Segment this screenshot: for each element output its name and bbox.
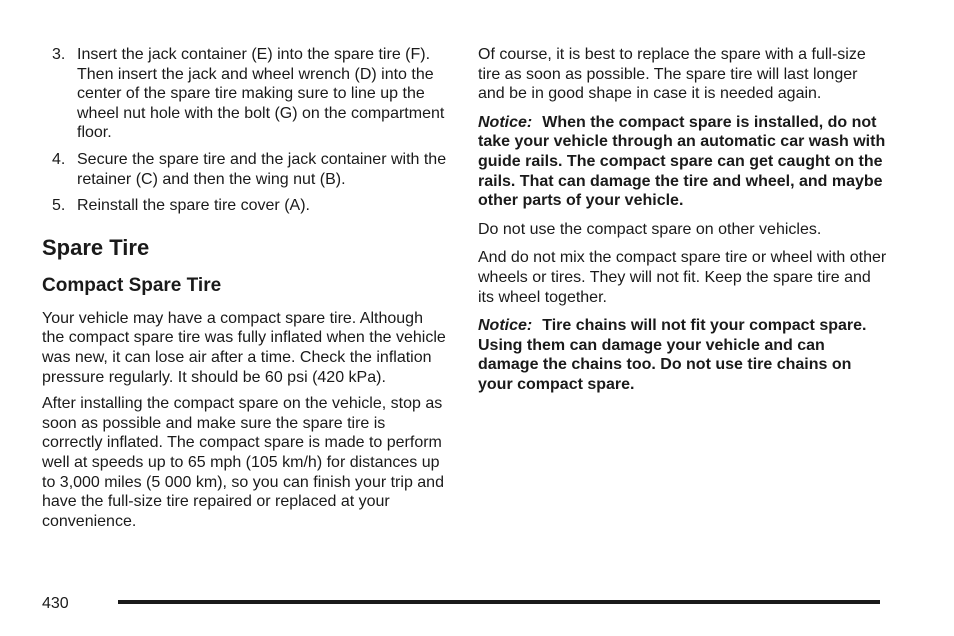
body-paragraph: Of course, it is best to replace the spare with a full-size tire as soon as possible. The spare tire will last longer and be in good shape in case it is needed again. — [478, 46, 866, 103]
step-number: 5. — [52, 197, 66, 215]
section-title: Spare Tire — [42, 234, 150, 260]
notice-text: Tire chains will not fit your compact spare. Using them can damage your vehicle and can damage the chains too. Do not use tire chains on your compact spare. — [478, 317, 867, 393]
notice-label: Notice: — [478, 317, 533, 335]
step-item — [42, 196, 447, 216]
subsection-title: Compact Spare Tire — [42, 274, 222, 296]
step-text: Insert the jack container (E) into the spare tire (F). Then insert the jack and wheel wrench (D) into the center of the spare tire making sure to line up the wheel nut hole with the bolt (G) on the compartment floor. — [77, 46, 445, 142]
step-item — [42, 150, 447, 189]
footer-divider — [118, 600, 880, 604]
step-text: Reinstall the spare tire cover (A). — [77, 197, 310, 215]
body-paragraph: After installing the compact spare on the vehicle, stop as soon as possible and make sure the spare tire is correctly inflated. The compact spare is made to perform well at speeds up to 65 mph (105 km/h) for distances up to 3,000 miles (5 000 km), so you can finish your trip and have the full-size tire repaired or replaced at your convenience. — [42, 395, 444, 530]
notice-paragraph — [478, 113, 888, 211]
body-paragraph: Do not use the compact spare on other vehicles. — [478, 220, 822, 238]
instruction-steps — [42, 45, 447, 216]
step-number: 3. — [52, 46, 66, 63]
step-text: Secure the spare tire and the jack container with the retainer (C) and then the wing nut (B). — [77, 150, 447, 188]
notice-label: Notice: — [478, 113, 533, 131]
step-number: 4. — [52, 150, 66, 168]
right-column — [478, 45, 888, 395]
left-column — [42, 45, 447, 531]
page-number: 430 — [42, 595, 69, 612]
body-paragraph: Your vehicle may have a compact spare tire. Although the compact spare tire was fully inflated when the vehicle was new, it can lose air after a time. Check the inflation pressure regularly. It should be 60 psi (420 kPa). — [42, 309, 446, 386]
step-item — [42, 45, 447, 143]
notice-paragraph — [478, 316, 888, 394]
notice-text: When the compact spare is installed, do not take your vehicle through an automatic car wash with guide rails. The compact spare can get caught on the rails. That can damage the tire and wheel, and maybe other parts of your vehicle. — [478, 113, 886, 210]
body-paragraph: And do not mix the compact spare tire or wheel with other wheels or tires. They will not fit. Keep the spare tire and its wheel together. — [478, 249, 887, 306]
